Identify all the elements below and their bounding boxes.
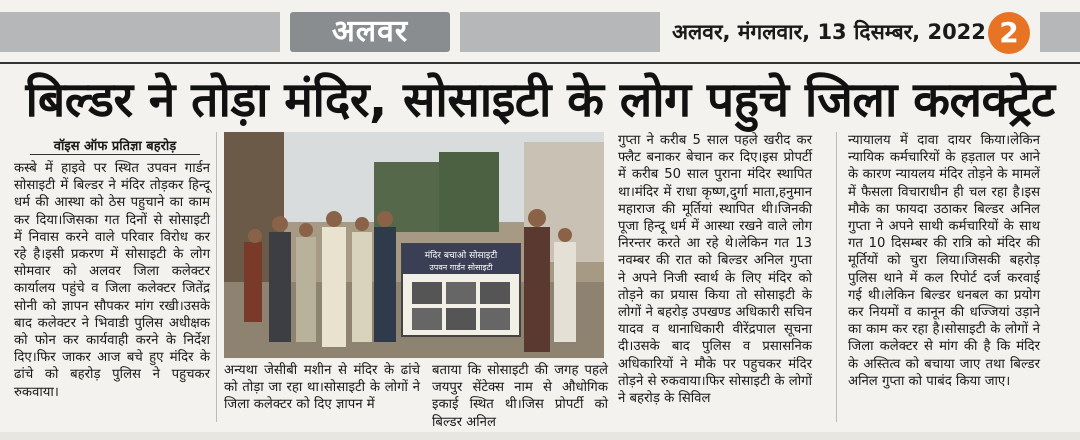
column-divider xyxy=(216,132,217,422)
article-column-1: कस्बे में हाइवे पर स्थित उपवन गार्डन सोसाइटी में बिल्डर ने मंदिर तोड़कर हिन्दू धर्म की आस्था को ठेस पहुचाने का काम कर दिया।जिसका गत दिनों से सोसाइटी में निवास करने वाले परिवार विरोध कर रहे है।इसी प्रकरण में सोसाइटी के लोग सोमवार को अलवर जिला कलेक्टर कार्यालय पहुंचे व जिला कलेक्टर जितेंद्र सोनी को ज्ञापन सौपकर मांग रखी।उसके बाद कलेक्टर ने भिवाडी पुलिस अधीक्षक को फोन कर कार्यवाही करने के निर्देश दिए।फिर जाकर आज बचे हुए मंदिर के ढांचे को बहरोड़ पुलिस ने पहुचकर रुकवाया। xyxy=(14,161,210,400)
masthead-bar-end xyxy=(1040,12,1080,52)
article-column-2: अन्यथा जेसीबी मशीन से मंदिर के ढांचे को तोड़ा जा रहा था।सोसाइटी के लोगों ने जिला कलेक्टर को दिए ज्ञापन में xyxy=(224,363,420,413)
article-column-3: बताया कि सोसाइटी की जगह पहले जयपुर सेंटेक्स नाम से औधोगिक इकाई स्थित थी।जिस प्रोपर्टी को बिल्डर अनिल xyxy=(432,363,608,430)
page-bottom-strip xyxy=(0,432,1080,440)
article-column-5: न्यायालय में दावा दायर किया।लेकिन न्यायिक कर्मचारियों के हड़ताल पर आने के कारण न्यायलय मंदिर तोड़ने के मामलें में फैसला विचाराधीन ही चल रहा है।इस मौके का फायदा उठाकर बिल्डर अनिल गुप्ता ने अपने साथी कर्मचारियों के साथ गत 10 दिसम्बर की रात्रि को मंदिर की मूर्तियों को चुरा लिया।जिसकी बहरोड़ पुलिस थाने में कल रिपोर्ट दर्ज करवाई गई थी।लेकिन बिल्डर धनबल का प्रयोग कर नियमों व कानून की धज्जियां उड़ाने का काम कर रहा है।सोसाइटी के लोगों ने जिला कलेक्टर से मांग की है कि मंदिर के अस्तित्व को बचाया जाए तथा बिल्डर अनिल गुप्ता को पाबंद किया जाए। xyxy=(848,133,1040,389)
masthead-rule xyxy=(0,62,1080,64)
headline: बिल्डर ने तोड़ा मंदिर, सोसाइटी के लोग पहुचे जिला कलक्ट्रेट xyxy=(25,72,1055,128)
banner-line-2: उपवन गार्डन सोसाइटी xyxy=(429,263,493,272)
byline: वॉइस ऑफ प्रतिज्ञा बहरोड़ xyxy=(53,139,177,154)
masthead-bar-left xyxy=(0,12,280,52)
dateline: अलवर, मंगलवार, 13 दिसम्बर, 2022 xyxy=(672,20,986,44)
section-label: अलवर xyxy=(331,14,409,49)
article-column-4: गुप्ता ने करीब 5 साल पहले खरीद कर फ्लैट बनाकर बेचान कर दिए।इस प्रोपर्टी में करीब 50 साल पुराना मंदिर स्थापित था।मंदिर में राधा कृष्ण,दुर्गा माता,हनुमान महाराज की मूर्तियां स्थापित थी।जिनकी पूजा हिन्दू धर्म में आस्था रखने वाले लोग निरन्तर करते आ रहे थे।लेकिन गत 13 नवम्बर की रात को बिल्डर अनिल गुप्ता ने अपने निजी स्वार्थ के लिए मंदिर को तोड़ने का प्रयास किया तो सोसाइटी के लोगों ने बहरोड़ उपखण्ड अधिकारी सचिन यादव व थानाधिकारी वीरेंद्रपाल सूचना दी।उसके बाद पुलिस व प्रसासनिक अधिकारियों ने मौके पर पहुचकर मंदिर तोड़ने से रुकवाया।फिर सोसाइटी के लोगों ने बहरोड़ के सिविल xyxy=(618,133,812,407)
news-photo xyxy=(224,132,604,358)
page-number-badge: 2 xyxy=(988,12,1030,54)
masthead-bar-right xyxy=(460,12,660,52)
byline-rule xyxy=(30,154,200,155)
column-divider xyxy=(836,132,837,422)
protest-scene-image xyxy=(224,132,604,358)
section-label-box xyxy=(290,12,450,52)
banner-line-1: मंदिर बचाओ सोसाइटी xyxy=(424,251,498,261)
